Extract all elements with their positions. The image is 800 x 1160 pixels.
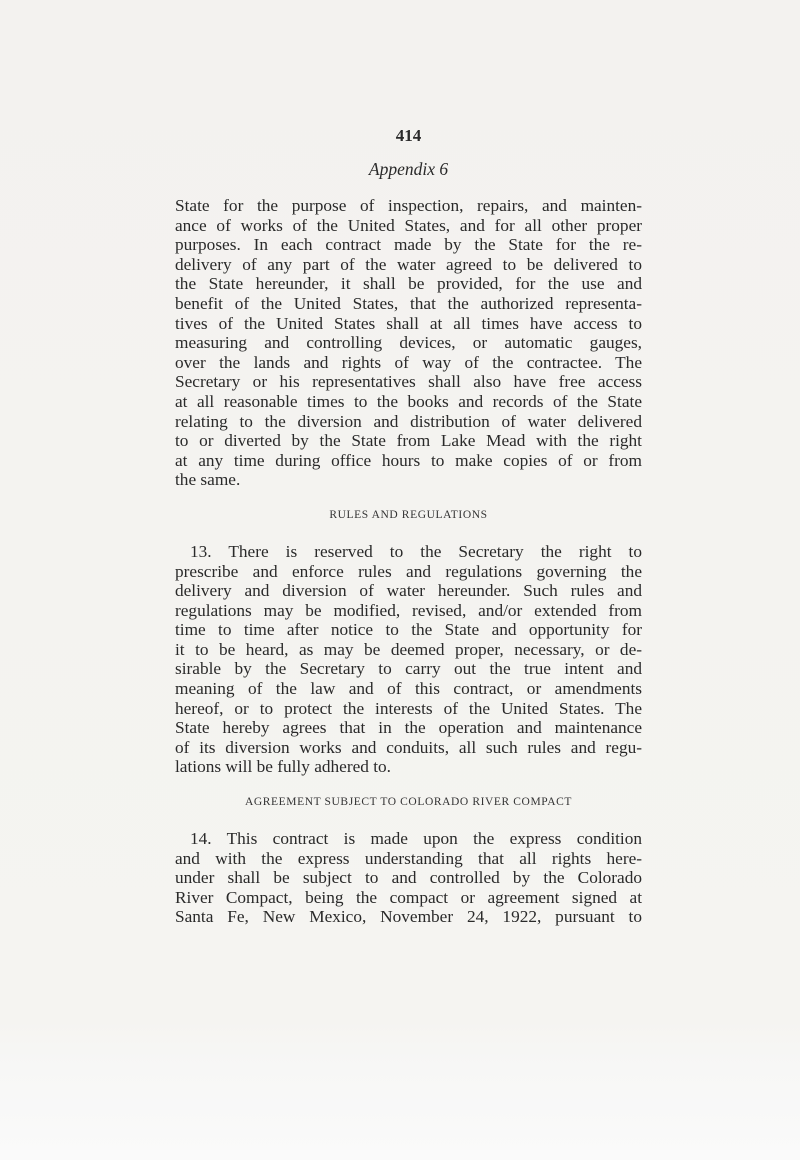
text-line: State hereby agrees that in the operation and maintenance — [175, 718, 642, 738]
text-line: under shall be subject to and controlled by the Colorado — [175, 868, 642, 888]
text-line: measuring and controlling devices, or automatic gauges, — [175, 333, 642, 353]
text-line: at any time during office hours to make copies of or from — [175, 450, 642, 470]
text-line: to or diverted by the State from Lake Mead with the right — [175, 431, 642, 451]
text-line: regulations may be modified, revised, and/or extended from — [175, 600, 642, 620]
text-line: over the lands and rights of way of the contractee. The — [175, 352, 642, 372]
text-line: the same. — [175, 470, 241, 490]
text-line: lations will be fully adhered to. — [175, 757, 391, 777]
text-line: 13. There is reserved to the Secretary the right to — [190, 541, 642, 561]
text-line: time to time after notice to the State and opportunity for — [175, 620, 642, 640]
text-line: delivery and diversion of water hereunder. Such rules and — [175, 581, 642, 601]
text-line: relating to the diversion and distribution of water delivered — [175, 411, 642, 431]
text-line: State for the purpose of inspection, repairs, and mainten- — [175, 196, 642, 215]
text-line: River Compact, being the compact or agreement signed at — [175, 887, 642, 907]
text-line: of its diversion works and conduits, all such rules and regu- — [175, 737, 642, 757]
text-line: delivery of any part of the water agreed to be delivered to — [175, 254, 642, 274]
section-13-paragraph — [175, 542, 642, 777]
text-line: meaning of the law and of this contract, or amendments — [175, 679, 642, 699]
section-heading-rules-and-regulations: RULES AND REGULATIONS — [329, 508, 488, 521]
section-14-paragraph — [175, 829, 642, 927]
text-line: hereof, or to protect the interests of the United States. The — [175, 698, 642, 718]
text-line: tives of the United States shall at all times have access to — [175, 313, 642, 333]
text-line: and with the express understanding that all rights here- — [175, 848, 642, 868]
page-number: 414 — [395, 126, 422, 145]
running-head: Appendix 6 — [368, 159, 449, 179]
page-content — [175, 120, 642, 927]
text-line: ance of works of the United States, and for all other proper — [175, 215, 642, 235]
text-line: Santa Fe, New Mexico, November 24, 1922, pursuant to — [175, 907, 642, 927]
text-line: purposes. In each contract made by the State for the re- — [175, 235, 642, 255]
text-line: at all reasonable times to the books and records of the State — [175, 391, 642, 411]
text-line: it to be heard, as may be deemed proper, necessary, or de- — [175, 639, 642, 659]
section-heading-colorado-river-compact: AGREEMENT SUBJECT TO COLORADO RIVER COMPACT — [244, 796, 573, 809]
text-line: prescribe and enforce rules and regulations governing the — [175, 561, 642, 581]
paragraph-continuation — [175, 196, 642, 490]
text-line: 14. This contract is made upon the express condition — [190, 829, 642, 849]
text-line: the State hereunder, it shall be provided, for the use and — [175, 274, 642, 294]
text-line: benefit of the United States, that the authorized representa- — [175, 293, 642, 313]
text-line: Secretary or his representatives shall also have free access — [175, 372, 642, 392]
text-line: sirable by the Secretary to carry out the true intent and — [175, 659, 642, 679]
